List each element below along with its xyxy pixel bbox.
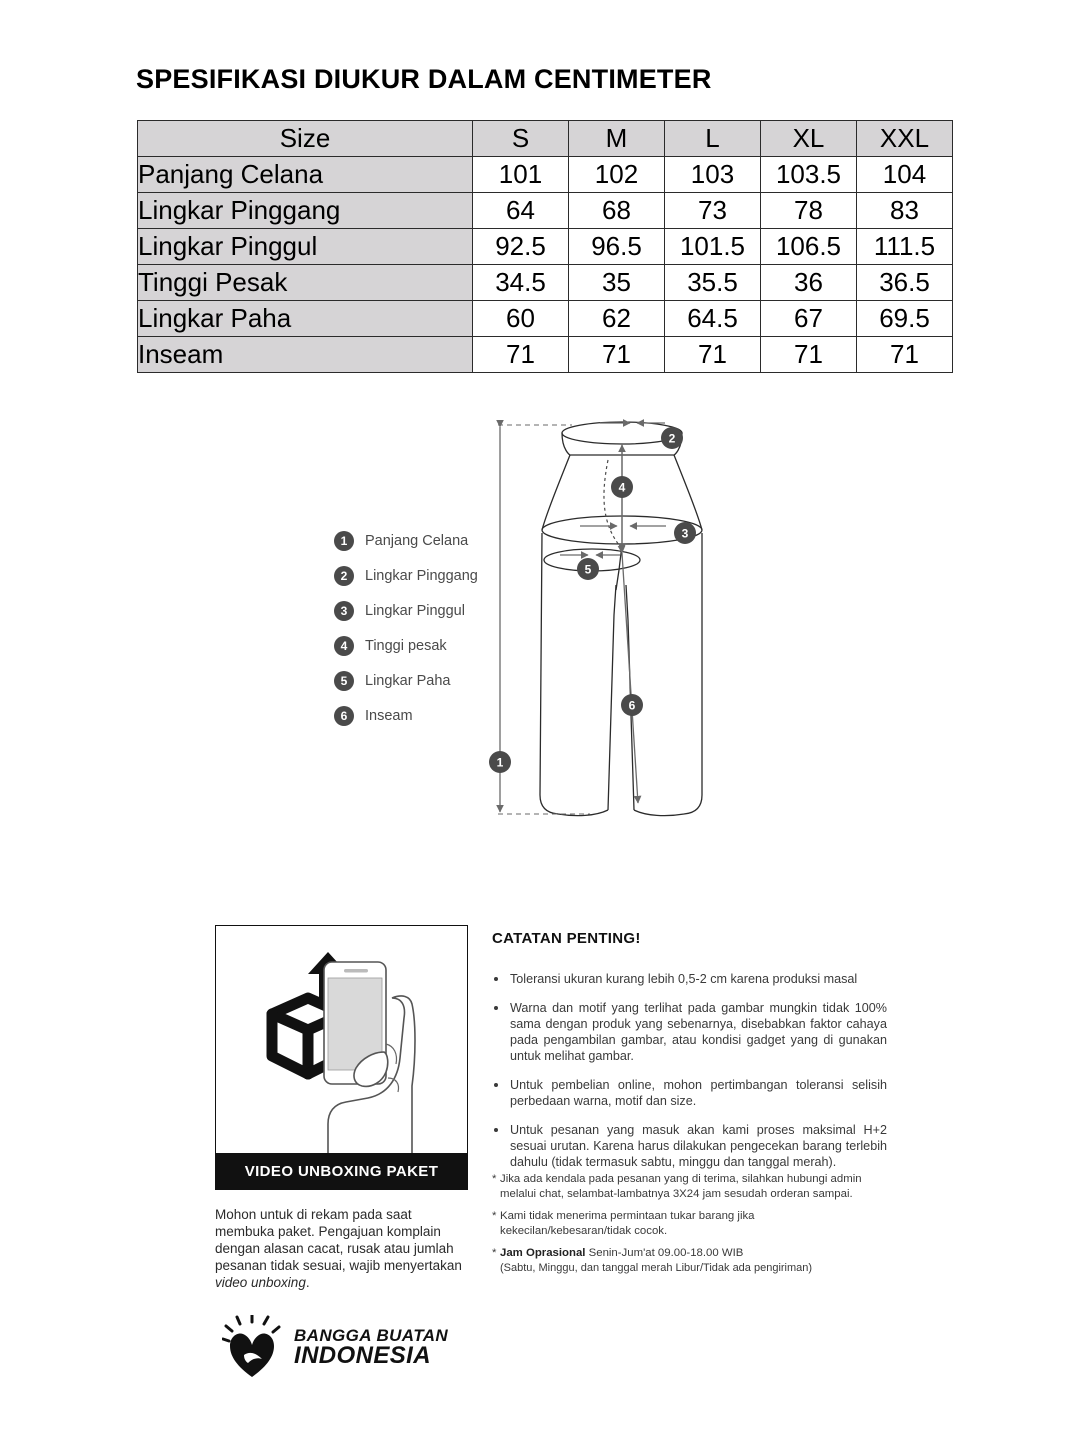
cell-lingkar-pinggul-xl: 106.5: [761, 229, 857, 265]
badge-line-1: BANGGA BUATAN: [294, 1326, 449, 1346]
cell-tinggi-pesak-m: 35: [569, 265, 665, 301]
row-label-lingkar-paha: Lingkar Paha: [138, 301, 473, 337]
cell-lingkar-pinggul-s: 92.5: [473, 229, 569, 265]
note-item: Toleransi ukuran kurang lebih 0,5-2 cm karena produksi masal: [492, 971, 887, 987]
footnote-sub: (Sabtu, Minggu, dan tanggal merah Libur/Tidak ada pengiriman): [500, 1261, 813, 1274]
cell-panjang-celana-xxl: 104: [857, 157, 953, 193]
footnote: * Kami tidak menerima permintaan tukar barang jika kekecilan/kebesaran/tidak cocok.: [492, 1209, 887, 1238]
legend-label: Lingkar Pinggang: [365, 567, 478, 584]
cell-lingkar-pinggang-s: 64: [473, 193, 569, 229]
cell-panjang-celana-m: 102: [569, 157, 665, 193]
unboxing-caption-part1: Mohon untuk di rekam pada saat membuka paket. Pengajuan komplain dengan alasan cacat, rusak atau jumlah pesanan tidak sesuai, wajib menyertakan: [215, 1207, 462, 1273]
cell-lingkar-pinggul-m: 96.5: [569, 229, 665, 265]
cell-lingkar-paha-l: 64.5: [665, 301, 761, 337]
row-label-lingkar-pinggul: Lingkar Pinggul: [138, 229, 473, 265]
number-badge-2-icon: 2: [334, 566, 354, 586]
row-label-lingkar-pinggang: Lingkar Pinggang: [138, 193, 473, 229]
badge-line-2: INDONESIA: [294, 1342, 431, 1370]
footnote-operational-hours: [492, 1246, 887, 1275]
measurement-diagram: [320, 405, 780, 875]
cell-lingkar-paha-xl: 67: [761, 301, 857, 337]
cell-tinggi-pesak-xxl: 36.5: [857, 265, 953, 301]
column-header-m: M: [569, 121, 665, 157]
table-row: [138, 193, 953, 229]
diagram-marker-3: 3: [681, 526, 689, 541]
number-badge-3-icon: 3: [334, 601, 354, 621]
table-row: [138, 301, 953, 337]
number-badge-4-icon: 4: [334, 636, 354, 656]
legend-label: Inseam: [365, 707, 413, 724]
cell-panjang-celana-xl: 103.5: [761, 157, 857, 193]
cell-lingkar-paha-s: 60: [473, 301, 569, 337]
note-item: Untuk pesanan yang masuk akan kami proses maksimal H+2 sesuai urutan. Karena harus dilakukan pengecekan barang terlebih dahulu (tidak termasuk sabtu, minggu dan tanggal merah).: [492, 1122, 887, 1170]
table-row: [138, 337, 953, 373]
column-header-xl: XL: [761, 121, 857, 157]
diagram-marker-1: 1: [496, 755, 504, 770]
table-row: [138, 265, 953, 301]
indonesia-heart-logo-icon: [222, 1315, 284, 1381]
important-notes-section: [492, 930, 887, 1183]
number-badge-1-icon: 1: [334, 531, 354, 551]
diagram-marker-5: 5: [584, 562, 592, 577]
column-header-xxl: XXL: [857, 121, 953, 157]
cell-tinggi-pesak-s: 34.5: [473, 265, 569, 301]
row-label-inseam: Inseam: [138, 337, 473, 373]
cell-inseam-xxl: 71: [857, 337, 953, 373]
cell-inseam-l: 71: [665, 337, 761, 373]
pants-illustration-icon: [480, 405, 780, 865]
row-label-panjang-celana: Panjang Celana: [138, 157, 473, 193]
cell-panjang-celana-l: 103: [665, 157, 761, 193]
legend-label: Lingkar Pinggul: [365, 602, 465, 619]
size-chart-table-container: [137, 120, 952, 373]
cell-lingkar-paha-m: 62: [569, 301, 665, 337]
bangga-buatan-indonesia-badge: [222, 1315, 448, 1381]
footnote: * Jika ada kendala pada pesanan yang di terima, silahkan hubungi admin melalui chat, selambat-lambatnya 3X24 jam sesudah orderan sampai.: [492, 1172, 887, 1201]
video-unboxing-banner: VIDEO UNBOXING PAKET: [216, 1153, 467, 1189]
cell-lingkar-pinggul-xxl: 111.5: [857, 229, 953, 265]
unboxing-caption-part2: .: [305, 1275, 310, 1290]
note-item: Untuk pembelian online, mohon pertimbangan toleransi selisih perbedaan warna, motif dan size.: [492, 1077, 887, 1109]
legend-label: Panjang Celana: [365, 532, 469, 549]
table-row: [138, 229, 953, 265]
cell-lingkar-pinggul-l: 101.5: [665, 229, 761, 265]
cell-inseam-s: 71: [473, 337, 569, 373]
cell-lingkar-pinggang-xl: 78: [761, 193, 857, 229]
column-header-s: S: [473, 121, 569, 157]
diagram-marker-2: 2: [668, 431, 676, 446]
note-item: Warna dan motif yang terlihat pada gambar mungkin tidak 100% sama dengan produk yang sebenarnya, disebabkan faktor cahaya pada pengambilan gambar, atau kondisi gadget yang di gunakan untuk melihat gambar.: [492, 1000, 887, 1064]
footnotes-section: [492, 1172, 887, 1283]
diagram-marker-6: 6: [628, 698, 636, 713]
cell-tinggi-pesak-xl: 36: [761, 265, 857, 301]
unboxing-caption: [215, 1206, 470, 1291]
cell-lingkar-pinggang-m: 68: [569, 193, 665, 229]
unboxing-illustration: [216, 926, 467, 1154]
indonesia-badge-text: [294, 1327, 448, 1369]
cell-tinggi-pesak-l: 35.5: [665, 265, 761, 301]
column-header-size-label: Size: [138, 121, 473, 157]
unboxing-caption-italic: video unboxing: [215, 1275, 306, 1290]
cell-lingkar-pinggang-l: 73: [665, 193, 761, 229]
legend-label: Lingkar Paha: [365, 672, 451, 689]
page-title: SPESIFIKASI DIUKUR DALAM CENTIMETER: [136, 64, 712, 94]
diagram-marker-4: 4: [618, 480, 626, 495]
number-badge-6-icon: 6: [334, 706, 354, 726]
cell-panjang-celana-s: 101: [473, 157, 569, 193]
footnote-hours: Senin-Jum'at 09.00-18.00 WIB: [585, 1247, 744, 1259]
cell-lingkar-pinggang-xxl: 83: [857, 193, 953, 229]
cell-inseam-xl: 71: [761, 337, 857, 373]
cell-inseam-m: 71: [569, 337, 665, 373]
footnote-bold-label: Jam Oprasional: [500, 1247, 586, 1259]
row-label-tinggi-pesak: Tinggi Pesak: [138, 265, 473, 301]
column-header-l: L: [665, 121, 761, 157]
video-unboxing-card: [215, 925, 468, 1190]
size-chart-table: [137, 120, 953, 373]
legend-label: Tinggi pesak: [365, 637, 447, 654]
notes-title: CATATAN PENTING!: [492, 930, 641, 947]
table-row: [138, 157, 953, 193]
table-header-row: [138, 121, 953, 157]
number-badge-5-icon: 5: [334, 671, 354, 691]
cell-lingkar-paha-xxl: 69.5: [857, 301, 953, 337]
